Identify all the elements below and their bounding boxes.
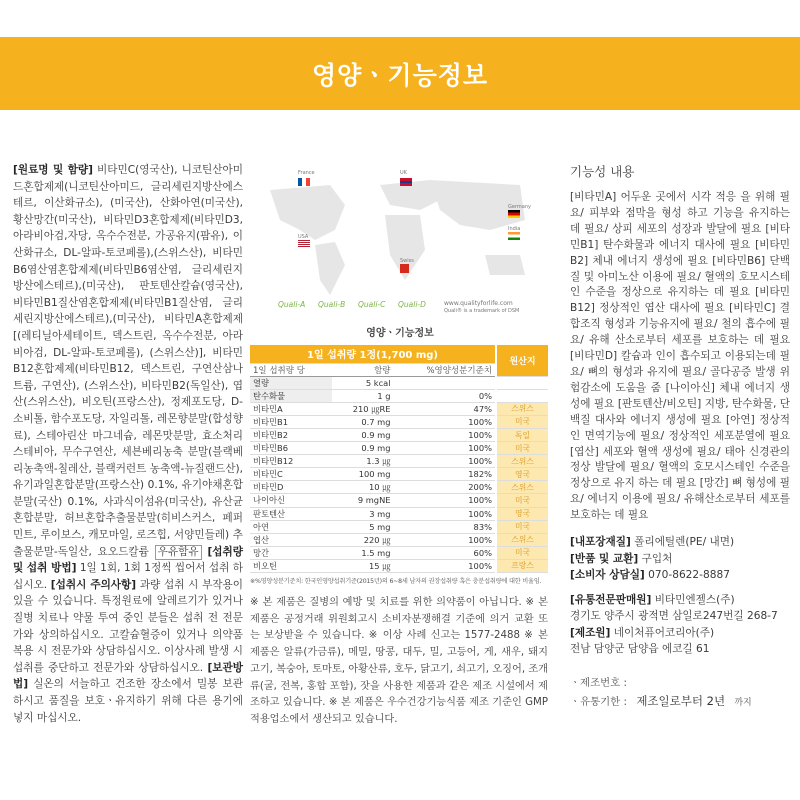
nutrient-origin: 미국 xyxy=(496,546,548,559)
nutrient-percent: 60% xyxy=(394,546,496,559)
nutrient-percent: 100% xyxy=(394,415,496,428)
page-title: 영양ㆍ기능정보 xyxy=(311,60,489,90)
nutrient-amount: 3 mg xyxy=(332,507,394,520)
quali-b-logo: Quali-B xyxy=(318,300,346,309)
origin-header: 원산지 xyxy=(496,345,548,376)
mfg-number-label: ㆍ제조번호 : xyxy=(570,676,627,689)
nutrient-origin: 영국 xyxy=(496,468,548,481)
table-row xyxy=(250,520,548,533)
nutrient-origin xyxy=(496,389,548,402)
nutrient-percent: 100% xyxy=(394,442,496,455)
france-flag-icon xyxy=(298,178,310,186)
nutrient-origin: 미국 xyxy=(496,520,548,533)
return-value: 구입처 xyxy=(641,552,673,565)
nutrient-percent: 100% xyxy=(394,455,496,468)
nutrient-percent: 100% xyxy=(394,559,496,572)
nutrient-amount: 5 kcal xyxy=(332,376,394,389)
nutrient-amount: 220 ㎍ xyxy=(332,533,394,546)
germany-flag-icon xyxy=(508,210,520,218)
table-row xyxy=(250,481,548,494)
nutrient-origin: 미국 xyxy=(496,494,548,507)
nutrient-name: 열량 xyxy=(250,376,332,389)
table-row xyxy=(250,442,548,455)
nutrient-amount: 1 g xyxy=(332,389,394,402)
label-india: India xyxy=(508,226,521,232)
function-column xyxy=(570,162,790,712)
table-row xyxy=(250,415,548,428)
nutrient-origin: 스위스 xyxy=(496,533,548,546)
nutrient-percent: 182% xyxy=(394,468,496,481)
nutrition-table xyxy=(250,345,548,573)
quali-a-logo: Quali-A xyxy=(278,300,306,309)
nutrient-origin: 스위스 xyxy=(496,481,548,494)
storage-text: 실온의 서늘하고 건조한 장소에서 밀봉 보관 하시고 품질을 보호ㆍ유지하기 위해 다른 용기에 넣지 마십시오. xyxy=(13,678,243,724)
expiry-value: 제조일로부터 2년 xyxy=(636,693,726,708)
label-france: France xyxy=(298,170,315,176)
label-germany: Germany xyxy=(508,204,531,210)
nutrient-origin: 영국 xyxy=(496,507,548,520)
nutrient-amount: 0.9 mg xyxy=(332,428,394,441)
nutrient-name: 탄수화물 xyxy=(250,389,332,402)
table-header: 1일 섭취량 1정(1,700 mg) xyxy=(250,345,496,363)
nutrient-amount: 0.9 mg xyxy=(332,442,394,455)
nutrient-origin: 미국 xyxy=(496,442,548,455)
nutrient-amount: 9 mgNE xyxy=(332,494,394,507)
company-info xyxy=(570,534,790,658)
nutrient-amount: 1.3 ㎍ xyxy=(332,455,394,468)
table-row xyxy=(250,376,548,389)
lot-info xyxy=(570,674,790,712)
seller-label: [유통전문판매원] xyxy=(570,593,652,606)
nutrient-percent: 100% xyxy=(394,428,496,441)
nutrient-percent: 100% xyxy=(394,533,496,546)
nutrient-name: 비타민C xyxy=(250,468,332,481)
nutrient-percent: 200% xyxy=(394,481,496,494)
col-amount: 함량 xyxy=(332,363,394,376)
nutrition-column xyxy=(250,160,550,729)
expiry-suffix: 까지 xyxy=(734,697,752,708)
nutrient-name: 엽산 xyxy=(250,533,332,546)
col-serving: 1일 섭취량 당 xyxy=(250,363,332,376)
nutrient-name: 아연 xyxy=(250,520,332,533)
maker-label: [제조원] xyxy=(570,626,611,639)
nutrient-name: 비타민B1 xyxy=(250,415,332,428)
return-label: [반품 및 교환] xyxy=(570,552,639,565)
ingredients-label: [원료명 및 함량] xyxy=(13,164,93,176)
nutrition-title: 영양ㆍ기능정보 xyxy=(366,328,434,339)
maker-value: 네이처퓨어코리아(주) xyxy=(613,626,715,639)
world-map xyxy=(250,160,550,320)
nutrient-percent: 83% xyxy=(394,520,496,533)
table-row xyxy=(250,533,548,546)
ingredients-text: 비타민C(영국산), 니코틴산아미드혼합제제(니코틴산아미드, 글리세린지방산에스테르, 이산화규소), (미국산), 산화아연(미국산), 황산망간(미국산), 비타민D3혼합제제(비타민D3, 아라비아검,자당, 옥수수전분, 가공유지(팜유), 이산화규소, DL-알파-토코페롤),(스위스산), 비타민B6염산염혼합제제(비타민B6염산염, 글리세린지방산에스테르),(미국산), 판토텐산칼슘(영국산), 비타민B1질산염혼합제제(비타민B1질산염, 글리세린지방산에스테르),(미국산), 비타민A혼합제제[(레티닐아세테이트, 덱스트린, 옥수수전분, 아라비아검, DL-알파-토코페롤), (스위스산)], 비타민B12혼합제제(비타민B12, 덱스트린, 구연산삼나트륨, 구연산), (스위스산), 비타민B2(독일산), 엽산(스위스산), 비오틴(프랑스산), 정제포도당, D-소비톨, 함수포도당, 자일리톨, 레몬향분말(합성향료), 스테아린산 마그네슘, 레몬맛분말, 효소처리스테비아, 무수구연산, 세븐베리농축 분말(블랙베리농축액-칠레산, 블랙커런트 농축액-뉴질랜드산), 유기과일혼합분말(프랑스산) 0.1%, 유기야채혼합분말(국산) 0.1%, 사과식이섬유(미국산), 유산균혼합분말, 허브혼합추출물분말(히비스커스, 페퍼민트, 루이보스, 캐모마일, 로즈힙, 서양민들레) 추출물분말-독일산, 요오드칼륨 xyxy=(13,164,243,558)
table-row xyxy=(250,468,548,481)
nutrient-amount: 100 mg xyxy=(332,468,394,481)
notice-text: ※ 본 제품은 질병의 예방 및 치료를 위한 의약품이 아닙니다. ※ 본 제품은 공정거래 위원회고시 소비자분쟁해결 기준에 의거 교환 또는 보상받을 수 있습니다. ※ 이상 사례 신고는 1577-2488 ※ 본 제품은 알류(가금류), 메밀, 땅콩, 대두, 밀, 고등어, 게, 새우, 돼지고기, 복숭아, 토마토, 아황산류, 호두, 닭고기, 쇠고기, 오징어, 조개류(굴, 전복, 홍합 포함), 잣을 사용한 제품과 같은 제조 시설에서 제조하고 있습니다. ※ 본 제품은 우수건강기능식품 제조 기준인 GMP 적용업소에서 생산되고 있습니다. xyxy=(250,597,548,725)
nutrient-percent: 100% xyxy=(394,494,496,507)
nutrient-percent xyxy=(394,376,496,389)
nutrient-amount: 1.5 mg xyxy=(332,546,394,559)
consult-label: [소비자 상담실] xyxy=(570,569,645,582)
header-banner xyxy=(0,37,800,110)
nutrient-name: 나이아신 xyxy=(250,494,332,507)
seller-value: 비타민엔젤스(주) xyxy=(654,593,735,606)
nutrient-name: 비타민D xyxy=(250,481,332,494)
nutrient-name: 판토텐산 xyxy=(250,507,332,520)
table-row xyxy=(250,428,548,441)
nutrient-origin: 스위스 xyxy=(496,455,548,468)
caution-text: 과량 섭취 시 부작용이 있을 수 있습니다. 특정원료에 알레르기가 있거나 질병 치료나 약물 투여 중인 분들은 섭취 전 전문가와 상의하십시오. 고칼슘혈증이 있거나 의약품 복용 시 전문가와 상담하십시오. 이상사례 발생 시 섭취를 중단하고 전문가와 상담하십시오. xyxy=(13,578,244,674)
maker-address: 전남 담양군 담양읍 에코길 61 xyxy=(570,643,710,656)
nutrient-amount: 10 ㎍ xyxy=(332,481,394,494)
nutrient-amount: 5 mg xyxy=(332,520,394,533)
function-text: [비타민A] 어두운 곳에서 시각 적응 을 위해 필요/ 피부와 점막을 형성 하고 기능을 유지하는 데 필요/ 상피 세포의 성장과 발달에 필요 [비타민B1] 탄수화물과 에너지 대사에 필요 [비타민B2] 체내 에너지 생성에 필요 [비타민B6] 단백질 및 아미노산 이용에 필요/ 혈액의 호모시스테인 수준을 정상으로 유지하는 데 필요 [비타민B12] 정상적인 엽산 대사에 필요 [비타민C] 결합조직 형성과 기능유지에 필요/ 철의 흡수에 필요/ 유해 산소로부터 세포를 보호하는 데 필요 [비타민D] 칼슘과 인이 흡수되고 이용되는데 필요/ 뼈의 형성과 유지에 필요/ 골다공증 발생 위험감소에 도움을 줌 [나이아신] 체내 에너지 생성에 필요 [판토텐산/비오틴] 지방, 탄수화물, 단백질 대사와 에너지 생성에 필요 [아연] 정상적인 면역기능에 필요/ 정상적인 세포분열에 필요 [엽산] 세포와 혈액 생성에 필요/ 태아 신경관의 정상 발달에 필요/ 혈액의 호모시스테인 수준을 정상으로 유지 하는 데 필요 [망간] 뼈 형성에 필요/ 에너지 이용에 필요/ 유해산소로부터 세포를 보호하는 데 필요 xyxy=(570,191,790,522)
nutrient-name: 망간 xyxy=(250,546,332,559)
table-row xyxy=(250,402,548,415)
method-text: 1일 1회, 1회 1정씩 씹어서 섭취 하십시오. xyxy=(13,562,243,591)
storage-label: [보관방법] xyxy=(13,661,243,691)
nutrient-origin: 스위스 xyxy=(496,402,548,415)
label-uk: UK xyxy=(400,170,407,176)
nutrient-name: 비타민A xyxy=(250,402,332,415)
nutrient-name: 비타민B12 xyxy=(250,455,332,468)
table-footnote: ※%영양성분기준치: 한국인영양섭취기준(2015년)의 6~8세 남자의 권장섭취량 혹은 충분섭취량에 대한 비율임. xyxy=(250,578,542,585)
quali-d-logo: Quali-D xyxy=(398,300,426,309)
india-flag-icon xyxy=(508,232,520,240)
nutrient-origin: 프랑스 xyxy=(496,559,548,572)
ingredients-column xyxy=(13,162,243,726)
nutrient-amount: 0.7 mg xyxy=(332,415,394,428)
label-swiss: Swiss xyxy=(400,258,414,264)
nutrient-percent: 47% xyxy=(394,402,496,415)
ingredients-paragraph xyxy=(13,162,243,726)
function-title: 기능성 내용 xyxy=(570,164,635,179)
method-label: [섭취량 및 섭취 방법] xyxy=(13,545,243,575)
table-row xyxy=(250,494,548,507)
nutrient-percent: 100% xyxy=(394,507,496,520)
col-percent: %영양성분기준치 xyxy=(394,363,496,376)
seller-address: 경기도 양주시 광적면 삼일로247번길 268-7 xyxy=(570,610,778,623)
material-value: 폴리에틸렌(PE/ 내면) xyxy=(634,536,735,549)
consult-value: 070-8622-8887 xyxy=(648,569,730,582)
table-row xyxy=(250,507,548,520)
table-row xyxy=(250,559,548,572)
label-usa: USA xyxy=(298,234,309,240)
quali-c-logo: Quali-C xyxy=(358,300,386,309)
material-label: [내포장재질] xyxy=(570,536,631,549)
swiss-flag-icon xyxy=(400,264,409,273)
quali-trademark: Quali® is a trademark of DSM xyxy=(444,308,520,314)
nutrient-origin: 미국 xyxy=(496,415,548,428)
nutrient-name: 비타민B6 xyxy=(250,442,332,455)
nutrient-origin xyxy=(496,376,548,389)
table-row xyxy=(250,389,548,402)
usa-flag-icon xyxy=(298,240,310,248)
uk-flag-icon xyxy=(400,178,412,186)
nutrient-name: 비타민B2 xyxy=(250,428,332,441)
table-row xyxy=(250,546,548,559)
expiry-label: ㆍ유통기한 : xyxy=(570,695,627,708)
nutrient-amount: 15 ㎍ xyxy=(332,559,394,572)
quali-site: www.qualityforlife.com xyxy=(444,300,513,307)
caution-label: [섭취시 주의사항] xyxy=(50,578,137,591)
table-row xyxy=(250,455,548,468)
milk-tag: 우유함유 xyxy=(155,545,202,560)
nutrient-origin: 독일 xyxy=(496,428,548,441)
nutrient-percent: 0% xyxy=(394,389,496,402)
nutrient-name: 비오틴 xyxy=(250,559,332,572)
nutrient-amount: 210 ㎍RE xyxy=(332,402,394,415)
